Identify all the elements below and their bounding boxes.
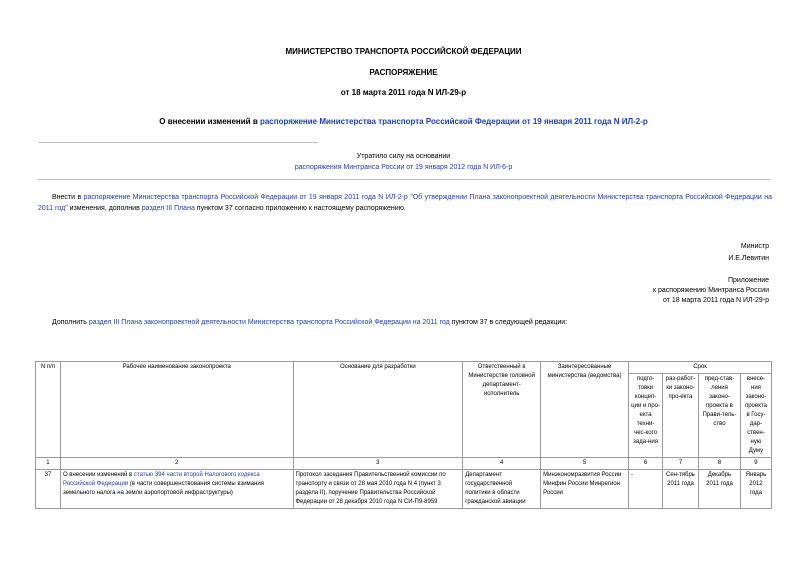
header-srok-duma: внесе-ния законо-проекта в Госу-дар-ствен-ную Думу: [740, 374, 771, 458]
p1-link-order[interactable]: распоряжение Министерства транспорта Российской Федерации от 19 января 2011 года N ИЛ-2-р "Об утверждении Плана законопроектной деятельности Министерства транспорта Российской Федерации на 2011 год": [38, 194, 772, 212]
col-number: 1: [36, 458, 61, 470]
col-number: 9: [740, 458, 771, 470]
row-responsible: Департамент государственной политики в области гражданской авиации: [463, 470, 541, 509]
row-num: 37: [36, 470, 61, 509]
col-number: 4: [463, 458, 541, 470]
appendix-date: от 18 марта 2011 года N ИЛ-29-р: [662, 297, 769, 304]
row-name-text-a: О внесении изменений в: [62, 472, 134, 478]
p1-link-section[interactable]: раздел III Плана: [141, 205, 195, 212]
p1-text-a: Внести в: [52, 194, 84, 201]
table-row: [36, 470, 772, 509]
signature-position: Министр: [740, 243, 769, 250]
col-number: 2: [60, 458, 293, 470]
header-interested: Заинтересованные министерства (ведомства): [541, 362, 629, 458]
divider-status: [38, 179, 770, 180]
header-srok-development: раз-работ-ки законо-про-екта: [663, 374, 699, 458]
header-num: N п/п: [36, 362, 61, 458]
header-srok-concept: подго-товки концеп-ции и про-екта техни-чес-кого зада-ния: [629, 374, 663, 458]
ministry-name: МИНИСТЕРСТВО ТРАНСПОРТА РОССИЙСКОЙ ФЕДЕРАЦИИ: [285, 47, 522, 56]
addition-text-a: Дополнить: [52, 319, 89, 326]
header-srok-government: пред-став-ления законо-проекта в Прави-тель-ство: [698, 374, 740, 458]
appendix-ref: к распоряжению Минтранса России: [652, 287, 769, 294]
addition-link[interactable]: раздел III Плана законопроектной деятельности Министерства транспорта Российской Федерации на 2011 год: [88, 319, 450, 326]
document-date-number: от 18 марта 2011 года N ИЛ-29-р: [340, 88, 467, 97]
status-link[interactable]: распоряжения Минтранса России от 19 января 2012 года N ИЛ-6-р: [294, 164, 513, 171]
row-interested: Минэкономразвития России Минфин России Минрегион России: [541, 470, 629, 509]
header-basis: Основание для разработки: [293, 362, 463, 458]
addition-paragraph: [52, 319, 567, 326]
document-title: [0, 117, 807, 126]
divider-top: [38, 142, 318, 143]
table-header-row: [36, 362, 772, 374]
row-name-text-b: (в части совершенствования системы взимания земельного налога на земли аэропортовой инфраструктуры): [62, 481, 264, 496]
row-name-link[interactable]: статью 394 части второй Налогового кодекса Российской Федерации: [62, 472, 260, 487]
header-responsible: Ответственный в Министерстве головной департамент-исполнитель: [463, 362, 541, 458]
main-paragraph: [38, 192, 772, 214]
row-srok-duma: Январь 2012 года: [740, 470, 771, 509]
col-number: 6: [629, 458, 663, 470]
col-number: 8: [698, 458, 740, 470]
p1-text-c: пунктом 37 согласно приложению к настоящему распоряжению.: [194, 205, 406, 212]
col-number: 3: [293, 458, 463, 470]
p1-text-b: изменения, дополнив: [67, 205, 142, 212]
plan-table: [35, 361, 772, 509]
row-srok-concept: -: [629, 470, 663, 509]
row-srok-government: Декабрь 2011 года: [698, 470, 740, 509]
title-prefix: О внесении изменений в: [159, 117, 260, 126]
header-name: Рабочее наименование законопроекта: [60, 362, 293, 458]
col-number: 5: [541, 458, 629, 470]
signature-name: И.Е.Левитин: [728, 255, 769, 262]
document-type: РАСПОРЯЖЕНИЕ: [369, 68, 438, 77]
row-srok-development: Сен-тябрь 2011 года: [663, 470, 699, 509]
col-number: 7: [663, 458, 699, 470]
appendix-label: Приложение: [727, 277, 769, 284]
addition-text-b: пунктом 37 в следующей редакции:: [449, 319, 568, 326]
title-link[interactable]: распоряжение Министерства транспорта Российской Федерации от 19 января 2011 года N ИЛ-2-р: [259, 117, 648, 126]
table-column-numbers: [36, 458, 772, 470]
row-name: [60, 470, 293, 509]
row-basis: Протокол заседания Правительственной комиссии по транспорту и связи от 28 мая 2010 года N 4 (пункт 3 раздела II), поручение Правительства Российской Федерации от 28 декабря 2010 года N СИ-П9-8959: [293, 470, 463, 509]
status-text: Утратило силу на основании: [356, 153, 451, 160]
header-srok: Срок: [629, 362, 772, 374]
